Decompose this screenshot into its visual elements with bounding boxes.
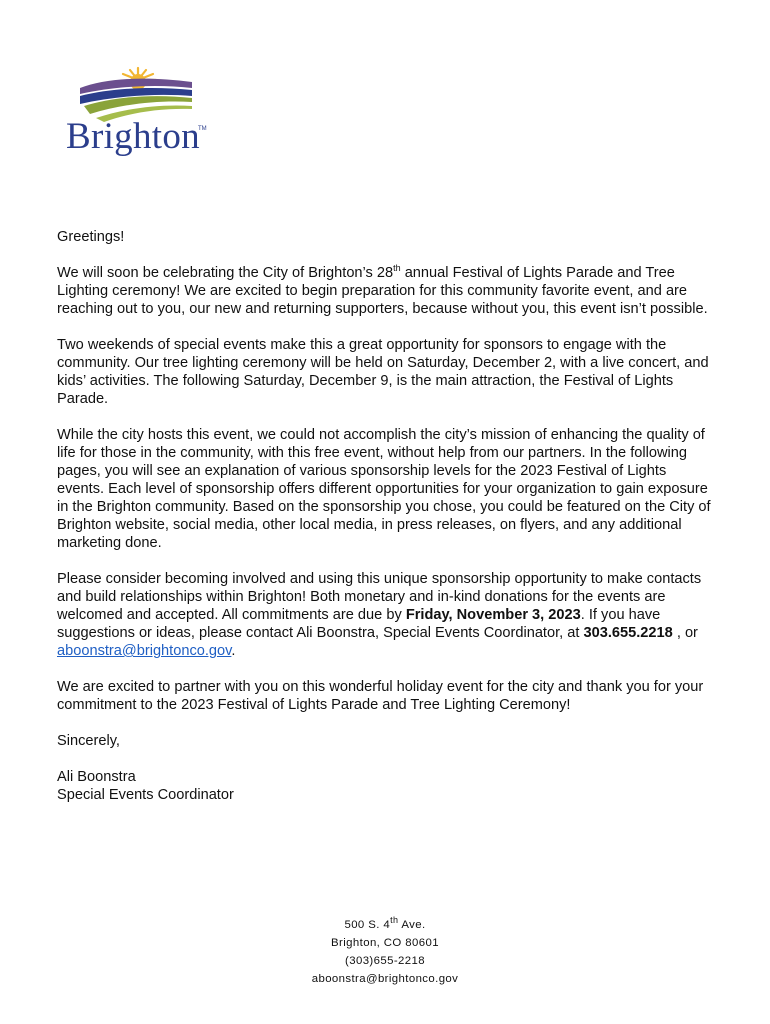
footer-address: [0, 916, 770, 934]
cta-text-4: .: [231, 643, 236, 659]
letter-body: [57, 228, 717, 804]
paragraph-call-to-action: [57, 570, 717, 660]
paragraph-events: Two weekends of special events make this a great opportunity for sponsors to engage with the community. Our tree lighting ceremony will be held on Saturday, December 2, with a live concert, and kids’ activities. The following Saturday, December 9, is the main attraction, the Festival of Lights Parade.: [57, 337, 709, 407]
logo-trademark: TM: [198, 126, 207, 132]
paragraph-intro-text-2: annual Festival of Lights Parade and Tree Lighting ceremony! We are excited to begin preparation for this community favorite event, and are reaching out to you, our new and returning supporters, because without you, this event isn’t possible.: [57, 265, 708, 317]
signature-title: Special Events Coordinator: [57, 787, 234, 803]
cta-text-3: , or: [672, 625, 698, 641]
brighton-logo: [66, 66, 216, 162]
closing: Sincerely,: [57, 733, 120, 749]
due-date: Friday, November 3, 2023: [405, 607, 581, 623]
signature-name: Ali Boonstra: [57, 769, 136, 785]
footer-ordinal: th: [390, 915, 399, 926]
greeting: Greetings!: [57, 229, 125, 245]
cta-text: Please consider becoming involved and using this unique sponsorship opportunity to make contacts and build relationships within Brighton! Both monetary and in-kind donations for the events are welcomed and accepted. All commitments are due by: [57, 571, 702, 623]
footer-contact: [0, 916, 770, 988]
contact-phone: 303.655.2218: [583, 625, 673, 641]
paragraph-sponsorship: While the city hosts this event, we could not accomplish the city’s mission of enhancing the quality of life for those in the community, with this free event, without help from our partners. In the following pages, you will see an explanation of various sponsorship levels for the 2023 Festival of Lights events. Each level of sponsorship offers different opportunities for your organization to gain exposure in the Brighton community. Based on the sponsorship you chose, you could be featured on the City of Brighton website, social media, other local media, in press releases, on flyers, and any additional marketing done.: [57, 427, 711, 551]
paragraph-intro: [57, 264, 717, 318]
paragraph-thanks: We are excited to partner with you on this wonderful holiday event for the city and thank you for your commitment to the 2023 Festival of Lights Parade and Tree Lighting Ceremony!: [57, 679, 704, 713]
cta-text-2: . If you have suggestions or ideas, please contact Ali Boonstra, Special Events Coordinator, at: [57, 607, 661, 641]
logo-wordmark: Brighton: [66, 116, 200, 157]
ordinal-suffix: th: [393, 263, 401, 274]
footer-city: Brighton, CO 80601: [331, 937, 439, 949]
footer-phone: (303)655-2218: [345, 955, 425, 967]
paragraph-intro-text: We will soon be celebrating the City of Brighton’s 28: [57, 265, 394, 281]
contact-email-link[interactable]: aboonstra@brightonco.gov: [57, 643, 232, 659]
footer-address-text-2: Ave.: [398, 919, 426, 931]
footer-address-text: 500 S. 4: [344, 919, 391, 931]
footer-email: aboonstra@brightonco.gov: [311, 973, 459, 985]
